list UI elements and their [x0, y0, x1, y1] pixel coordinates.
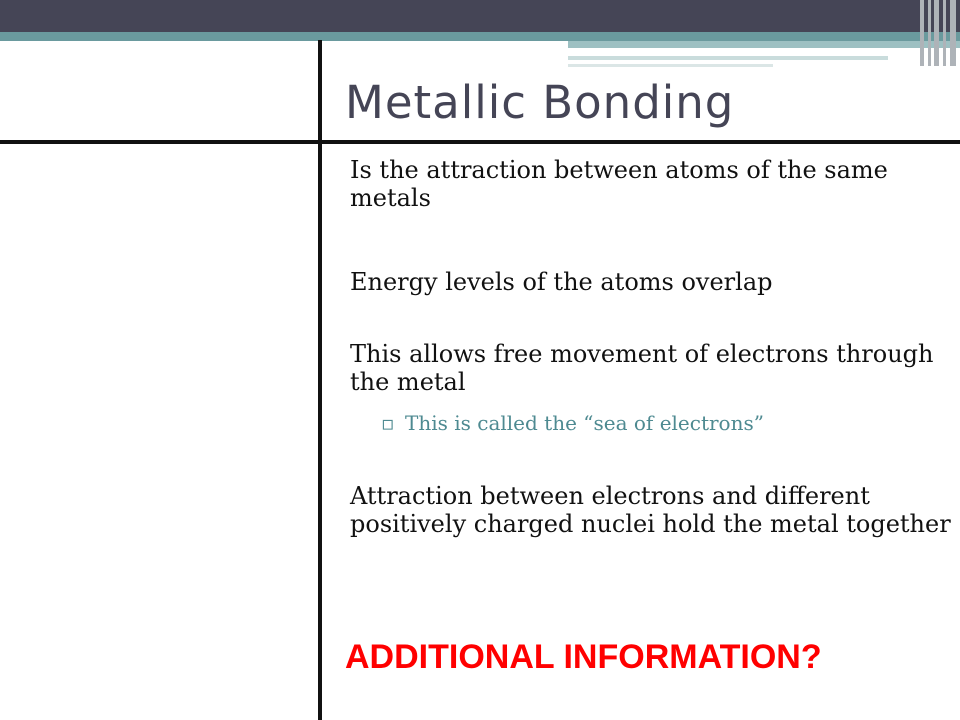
bullet-text: Is the attraction between atoms of the same metals: [350, 156, 888, 212]
bullet-text: This allows free movement of electrons through the metal: [350, 340, 934, 396]
slide-title: Metallic Bonding: [345, 76, 735, 129]
additional-information-label: ADDITIONAL INFORMATION?: [345, 638, 822, 676]
bullet-text: Energy levels of the atoms overlap: [350, 268, 773, 296]
bullet-text: Attraction between electrons and different positively charged nuclei hold the metal together: [350, 482, 951, 538]
sub-bullet: [381, 411, 941, 435]
decorative-bar: [568, 64, 773, 67]
header-accent-line-secondary: [568, 41, 960, 48]
corner-stripes: [920, 0, 960, 66]
horizontal-divider: [0, 140, 960, 144]
header-bar: [0, 0, 960, 32]
sub-bullet-text: This is called the “sea of electrons”: [405, 411, 764, 435]
square-bullet-icon: ▫: [381, 411, 395, 435]
decorative-bar: [568, 56, 888, 60]
header-accent-line: [0, 32, 960, 41]
